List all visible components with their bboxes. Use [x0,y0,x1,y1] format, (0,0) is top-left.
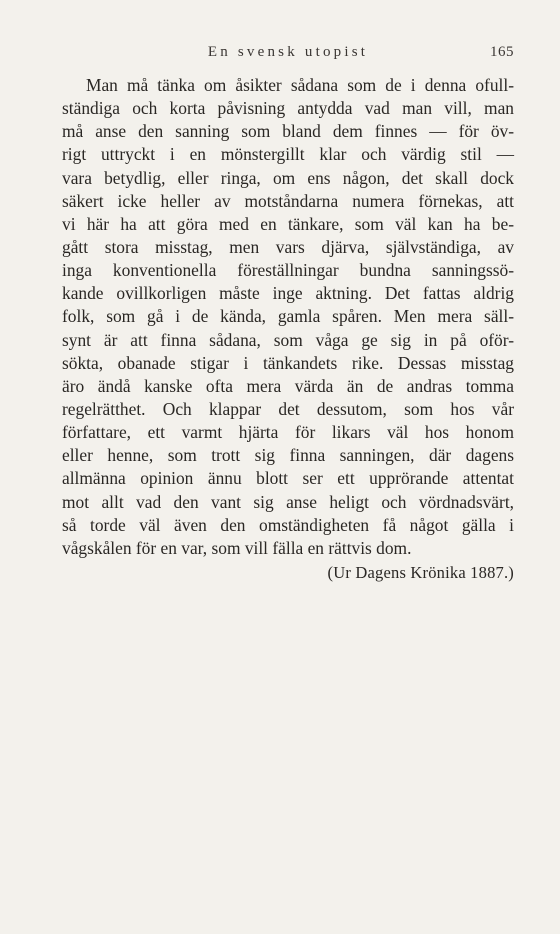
text-line: äro ändå kanske ofta mera värda än de andras tomma [62,375,514,396]
text-line: inga konventionella föreställningar bundna sanningssö- [62,260,514,281]
text-line: vara betydlig, eller ringa, om ens någon, det skall dock [62,167,514,188]
text-line: rigt uttryckt i en mönstergillt klar och värdig stil — [62,144,514,165]
text-line: eller henne, som trott sig finna sanningen, där dagens [62,445,514,466]
text-line: kande ovillkorligen måste inge aktning. Det fattas aldrig [62,283,514,304]
text-line: författare, ett varmt hjärta för likars väl hos honom [62,422,514,443]
text-line: mot allt vad den vant sig anse heligt och vördnadsvärt, [62,491,514,512]
page-number: 165 [490,44,514,60]
text-line: regelrätthet. Och klappar det dessutom, som hos vår [62,398,514,419]
text-line: allmänna opinion ännu blott ser ett upprörande attentat [62,468,514,489]
text-line: må anse den sanning som bland dem finnes — för öv- [62,121,514,142]
text-line: så torde väl även den omständigheten få något gälla i [62,514,514,535]
text-line: vågskålen för en var, som vill fälla en rättvis dom. [62,537,412,558]
body-paragraph [62,74,514,560]
text-line: Man må tänka om åsikter sådana som de i denna ofull- [86,75,514,95]
running-title: En svensk utopist [207,44,369,60]
text-line: gått stora misstag, men vars djärva, självständiga, av [62,236,514,257]
text-line: säkert icke heller av motståndarna numera förnekas, att [62,190,514,211]
text-line: sökta, obanade stigar i tänkandets rike. Dessas misstag [62,352,514,373]
text-line: vi här ha att göra med en tänkare, som väl kan ha be- [62,213,514,234]
text-line: ständiga och korta påvisning antydda vad man vill, man [62,98,514,119]
text-line: synt är att finna sådana, som våga ge sig in på oför- [62,329,514,350]
source-attribution: (Ur Dagens Krönika 1887.) [327,563,514,582]
text-line: folk, som gå i de kända, gamla spåren. Men mera säll- [62,306,514,327]
running-header [62,44,514,66]
